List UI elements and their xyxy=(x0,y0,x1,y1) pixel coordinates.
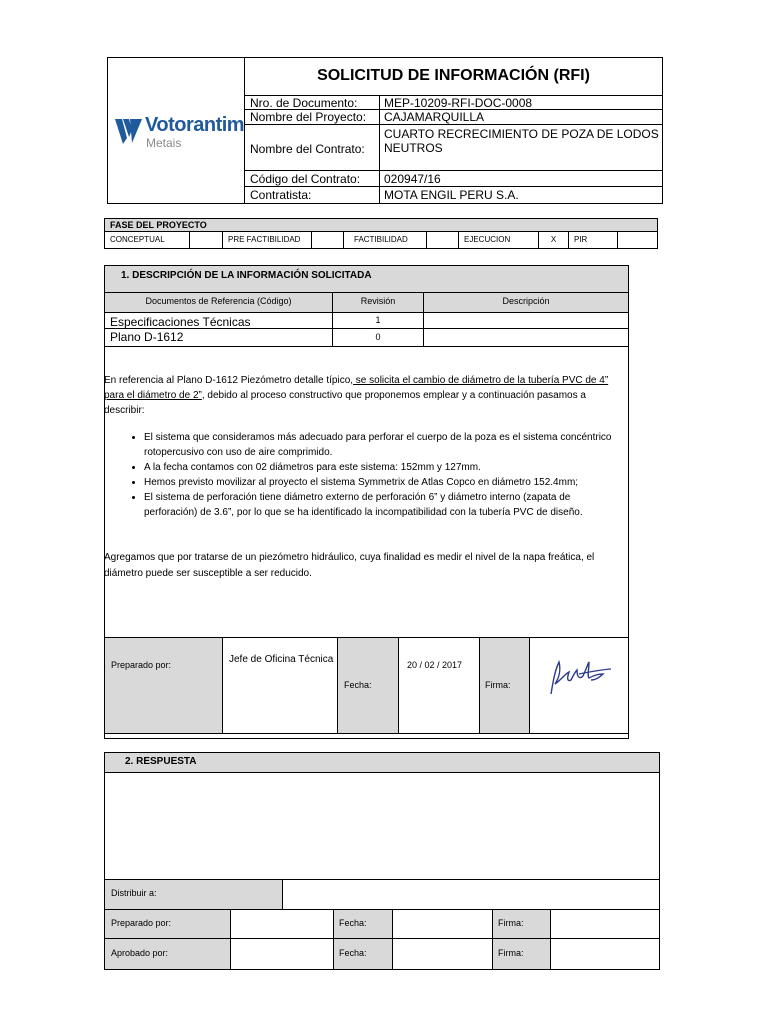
distribuir-label: Distribuir a: xyxy=(104,879,283,910)
response-area[interactable] xyxy=(105,773,659,879)
section1-title: 1. DESCRIPCIÓN DE LA INFORMACIÓN SOLICITADA xyxy=(104,265,629,293)
fase-prefactibilidad-label: PRE FACTIBILIDAD xyxy=(222,231,312,249)
fase-conceptual-checkbox[interactable] xyxy=(189,231,223,249)
resp-prepared-fecha-field[interactable] xyxy=(392,909,493,939)
ref-row-1-doc: Especificaciones Técnicas xyxy=(104,312,333,329)
resp-approved-firma-field[interactable] xyxy=(550,938,660,970)
votorantim-logo-mark-icon xyxy=(114,116,144,146)
fase-prefactibilidad-checkbox[interactable] xyxy=(311,231,344,249)
resp-prepared-label: Preparado por: xyxy=(104,909,231,939)
signature-cell xyxy=(529,637,629,734)
resp-prepared-firma-field[interactable] xyxy=(550,909,660,939)
fase-title: FASE DEL PROYECTO xyxy=(104,218,658,232)
resp-approved-label: Aprobado por: xyxy=(104,938,231,970)
fase-factibilidad-checkbox[interactable] xyxy=(426,231,459,249)
header-logo-cell xyxy=(107,57,245,204)
section2-title: 2. RESPUESTA xyxy=(104,752,660,773)
col-rev-header: Revisión xyxy=(332,292,424,313)
header-label-codigo: Código del Contrato: xyxy=(244,170,380,187)
fase-factibilidad-label: FACTIBILIDAD xyxy=(343,231,427,249)
header-label-contrato: Nombre del Contrato: xyxy=(244,124,380,171)
bullet-item: • El sistema que consideramos más adecuado para perforar el cuerpo de la poza es el sistema concéntrico rotopercusivo con uso de aire comprimido. xyxy=(144,430,626,460)
header-value-contrato: CUARTO RECRECIMIENTO DE POZA DE LODOS NEUTROS xyxy=(379,124,663,171)
bullet-item: • Hemos previsto movilizar al proyecto el sistema Symmetrix de Atlas Copco en diámetro 152.4mm; xyxy=(144,475,626,490)
resp-prepared-firma-label: Firma: xyxy=(492,909,551,939)
ref-row-2-desc xyxy=(423,328,629,347)
fecha-value: 20 / 02 / 2017 xyxy=(398,637,480,734)
resp-approved-field[interactable] xyxy=(230,938,334,970)
ref-row-1-desc xyxy=(423,312,629,329)
resp-prepared-fecha-label: Fecha: xyxy=(333,909,393,939)
header-value-doc: MEP-10209-RFI-DOC-0008 xyxy=(379,95,663,110)
logo-subtext: Metais xyxy=(146,136,182,150)
col-docs-header: Documentos de Referencia (Código) xyxy=(104,292,333,313)
prepared-by-label: Preparado por: xyxy=(104,637,223,734)
votorantim-logo xyxy=(114,114,244,150)
request-paragraph-2: Agregamos que por tratarse de un piezómetro hidráulico, cuya finalidad es medir el nivel de la napa freática, el diámetro puede ser susceptible a ser reducido. xyxy=(104,552,595,579)
resp-prepared-field[interactable] xyxy=(230,909,334,939)
header-label-doc: Nro. de Documento: xyxy=(244,95,380,110)
document-title: SOLICITUD DE INFORMACIÓN (RFI) xyxy=(317,67,590,84)
resp-approved-firma-label: Firma: xyxy=(492,938,551,970)
fecha-label: Fecha: xyxy=(337,637,399,734)
fase-ejecucion-label: EJECUCION xyxy=(458,231,539,249)
header-value-codigo: 020947/16 xyxy=(379,170,663,187)
resp-approved-fecha-label: Fecha: xyxy=(333,938,393,970)
col-desc-header: Descripción xyxy=(423,292,629,313)
fase-ejecucion-checkbox[interactable]: X xyxy=(538,231,569,249)
firma-label: Firma: xyxy=(479,637,530,734)
fase-pir-label: PIR xyxy=(568,231,618,249)
prepared-by-value: Jefe de Oficina Técnica xyxy=(222,637,338,734)
header-value-proyecto: CAJAMARQUILLA xyxy=(379,109,663,125)
header-label-contratista: Contratista: xyxy=(244,186,380,204)
ref-row-2-doc: Plano D-1612 xyxy=(104,328,333,347)
logo-text: Votorantim xyxy=(145,114,245,136)
ref-row-2-rev: 0 xyxy=(332,328,424,347)
header-value-contratista: MOTA ENGIL PERU S.A. xyxy=(379,186,663,204)
request-paragraph: En referencia al Plano D-1612 Piezómetro detalle típico, se solicita el cambio de diámetro de la tubería PVC de 4” para el diámetro de 2”, debido al proceso constructivo que proponemos emplear y a continuación pasamos a describir: xyxy=(104,375,609,416)
bullet-item: • A la fecha contamos con 02 diámetros para este sistema: 152mm y 127mm. xyxy=(144,460,626,475)
ref-row-1-rev: 1 xyxy=(332,312,424,329)
fase-pir-checkbox[interactable] xyxy=(617,231,658,249)
request-bullets xyxy=(104,430,626,520)
header-label-proyecto: Nombre del Proyecto: xyxy=(244,109,380,125)
document-title-cell xyxy=(244,57,663,96)
bullet-item: • El sistema de perforación tiene diámetro externo de perforación 6” y diámetro interno (zapata de perforación) de 3.6”, por lo que se ha identificado la incompatibilidad con la tubería PVC de diseño. xyxy=(144,490,626,520)
distribuir-field[interactable] xyxy=(282,879,660,910)
fase-conceptual-label: CONCEPTUAL xyxy=(104,231,190,249)
signature-icon xyxy=(545,656,615,701)
resp-approved-fecha-field[interactable] xyxy=(392,938,493,970)
